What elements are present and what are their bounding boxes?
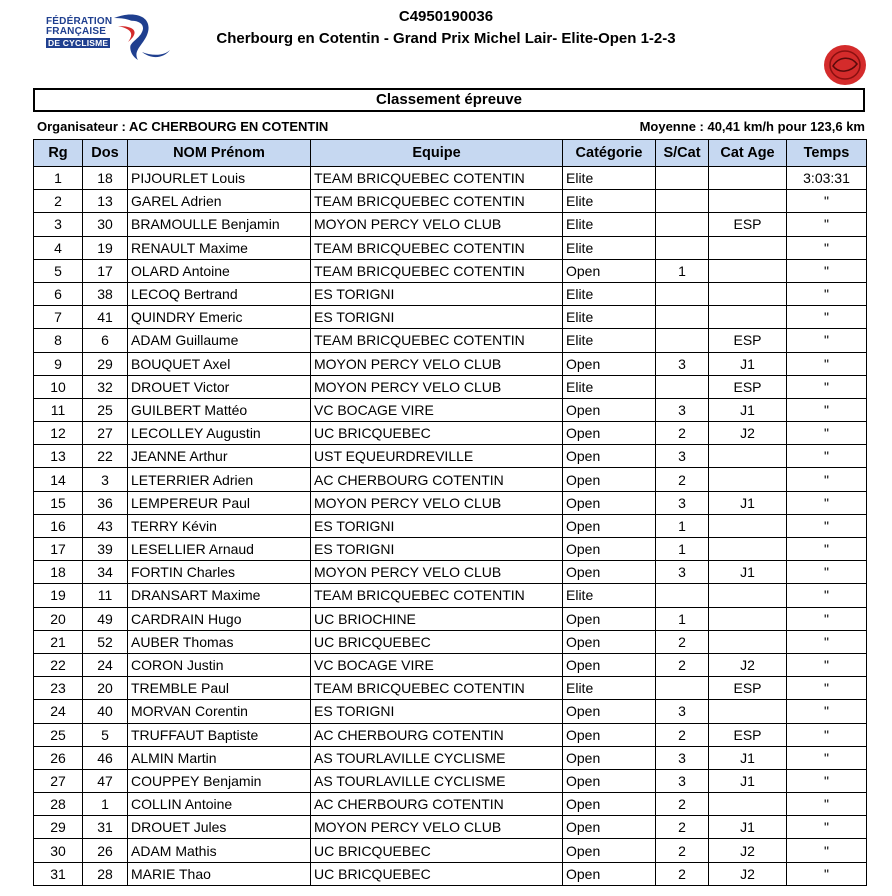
organisateur-label: Organisateur : AC CHERBOURG EN COTENTIN [37, 119, 329, 134]
subcat-cell [656, 306, 709, 329]
dossard-cell: 41 [83, 306, 128, 329]
team-cell: MOYON PERCY VELO CLUB [311, 491, 563, 514]
rank-cell: 1 [34, 167, 83, 190]
category-cell: Open [563, 514, 656, 537]
subcat-cell [656, 236, 709, 259]
subcat-cell: 3 [656, 352, 709, 375]
name-cell: OLARD Antoine [128, 259, 311, 282]
team-cell: ES TORIGNI [311, 514, 563, 537]
age-cat-cell: J1 [709, 491, 787, 514]
rank-cell: 6 [34, 282, 83, 305]
age-cat-cell: J1 [709, 746, 787, 769]
table-header-row [34, 140, 867, 167]
team-cell: ES TORIGNI [311, 538, 563, 561]
age-cat-cell [709, 445, 787, 468]
subcat-cell: 3 [656, 700, 709, 723]
dossard-cell: 5 [83, 723, 128, 746]
race-title: Cherbourg en Cotentin - Grand Prix Michel Lair- Elite-Open 1-2-3 [216, 30, 676, 47]
name-cell: LESELLIER Arnaud [128, 538, 311, 561]
age-cat-cell [709, 468, 787, 491]
rank-cell: 25 [34, 723, 83, 746]
age-cat-cell: ESP [709, 723, 787, 746]
time-cell: " [787, 607, 867, 630]
dossard-cell: 52 [83, 630, 128, 653]
classement-banner: Classement épreuve [33, 88, 865, 112]
dossard-cell: 31 [83, 816, 128, 839]
name-cell: BOUQUET Axel [128, 352, 311, 375]
time-cell: " [787, 561, 867, 584]
time-cell: " [787, 468, 867, 491]
category-cell: Open [563, 398, 656, 421]
rank-cell: 20 [34, 607, 83, 630]
time-cell: " [787, 630, 867, 653]
time-cell: " [787, 445, 867, 468]
time-cell: " [787, 839, 867, 862]
age-cat-cell [709, 607, 787, 630]
col-scat-header: S/Cat [656, 140, 709, 167]
time-cell: " [787, 398, 867, 421]
subcat-cell [656, 190, 709, 213]
dossard-cell: 29 [83, 352, 128, 375]
name-cell: DRANSART Maxime [128, 584, 311, 607]
time-cell: " [787, 259, 867, 282]
rank-cell: 27 [34, 769, 83, 792]
dossard-cell: 39 [83, 538, 128, 561]
rank-cell: 22 [34, 653, 83, 676]
table-row [34, 491, 867, 514]
rank-cell: 14 [34, 468, 83, 491]
rank-cell: 10 [34, 375, 83, 398]
time-cell: " [787, 491, 867, 514]
subcat-cell: 1 [656, 607, 709, 630]
time-cell: " [787, 213, 867, 236]
subcat-cell: 2 [656, 653, 709, 676]
time-cell: " [787, 769, 867, 792]
team-cell: UC BRICQUEBEC [311, 862, 563, 885]
category-cell: Elite [563, 282, 656, 305]
table-row [34, 816, 867, 839]
team-cell: MOYON PERCY VELO CLUB [311, 561, 563, 584]
time-cell: " [787, 746, 867, 769]
age-cat-cell: J1 [709, 561, 787, 584]
age-cat-cell [709, 306, 787, 329]
time-cell: " [787, 700, 867, 723]
time-cell: " [787, 352, 867, 375]
rank-cell: 12 [34, 422, 83, 445]
dossard-cell: 38 [83, 282, 128, 305]
name-cell: COLLIN Antoine [128, 793, 311, 816]
rank-cell: 15 [34, 491, 83, 514]
dossard-cell: 22 [83, 445, 128, 468]
table-row [34, 445, 867, 468]
rank-cell: 29 [34, 816, 83, 839]
name-cell: MARIE Thao [128, 862, 311, 885]
name-cell: ALMIN Martin [128, 746, 311, 769]
team-cell: ES TORIGNI [311, 282, 563, 305]
name-cell: LECOQ Bertrand [128, 282, 311, 305]
time-cell: " [787, 236, 867, 259]
age-cat-cell: J1 [709, 816, 787, 839]
dossard-cell: 43 [83, 514, 128, 537]
rank-cell: 23 [34, 677, 83, 700]
category-cell: Open [563, 352, 656, 375]
subcat-cell: 2 [656, 839, 709, 862]
age-cat-cell: J2 [709, 653, 787, 676]
age-cat-cell [709, 167, 787, 190]
age-cat-cell [709, 259, 787, 282]
subcat-cell: 2 [656, 816, 709, 839]
name-cell: QUINDRY Emeric [128, 306, 311, 329]
subcat-cell [656, 213, 709, 236]
dossard-cell: 17 [83, 259, 128, 282]
team-cell: MOYON PERCY VELO CLUB [311, 213, 563, 236]
category-cell: Elite [563, 190, 656, 213]
category-cell: Open [563, 839, 656, 862]
logo-line-2: FRANÇAISE [46, 26, 107, 37]
table-row [34, 329, 867, 352]
team-cell: VC BOCAGE VIRE [311, 653, 563, 676]
subcat-cell: 3 [656, 491, 709, 514]
table-row [34, 653, 867, 676]
table-row [34, 839, 867, 862]
age-cat-cell: ESP [709, 329, 787, 352]
age-cat-cell: J1 [709, 398, 787, 421]
moyenne-label: Moyenne : 40,41 km/h pour 123,6 km [639, 119, 865, 134]
time-cell: 3:03:31 [787, 167, 867, 190]
dossard-cell: 46 [83, 746, 128, 769]
time-cell: " [787, 793, 867, 816]
dossard-cell: 18 [83, 167, 128, 190]
table-row [34, 793, 867, 816]
name-cell: GUILBERT Mattéo [128, 398, 311, 421]
rank-cell: 31 [34, 862, 83, 885]
age-cat-cell [709, 700, 787, 723]
age-cat-cell [709, 514, 787, 537]
table-row [34, 236, 867, 259]
subcat-cell [656, 375, 709, 398]
team-cell: AS TOURLAVILLE CYCLISME [311, 746, 563, 769]
rank-cell: 4 [34, 236, 83, 259]
table-row [34, 538, 867, 561]
team-cell: AC CHERBOURG COTENTIN [311, 468, 563, 491]
category-cell: Open [563, 769, 656, 792]
team-cell: UST EQUEURDREVILLE [311, 445, 563, 468]
category-cell: Elite [563, 584, 656, 607]
category-cell: Open [563, 561, 656, 584]
time-cell: " [787, 816, 867, 839]
category-cell: Elite [563, 236, 656, 259]
category-cell: Open [563, 259, 656, 282]
rank-cell: 18 [34, 561, 83, 584]
name-cell: COUPPEY Benjamin [128, 769, 311, 792]
logo-line-3: DE CYCLISME [48, 38, 109, 48]
table-row [34, 352, 867, 375]
club-logo-icon [823, 44, 867, 86]
age-cat-cell [709, 282, 787, 305]
col-categorie-header: Catégorie [563, 140, 656, 167]
name-cell: JEANNE Arthur [128, 445, 311, 468]
category-cell: Elite [563, 375, 656, 398]
age-cat-cell [709, 630, 787, 653]
category-cell: Elite [563, 306, 656, 329]
age-cat-cell: J2 [709, 862, 787, 885]
name-cell: CARDRAIN Hugo [128, 607, 311, 630]
table-row [34, 306, 867, 329]
team-cell: UC BRICQUEBEC [311, 839, 563, 862]
table-row [34, 607, 867, 630]
rank-cell: 26 [34, 746, 83, 769]
team-cell: AS TOURLAVILLE CYCLISME [311, 769, 563, 792]
time-cell: " [787, 538, 867, 561]
col-nom-header: NOM Prénom [128, 140, 311, 167]
table-row [34, 259, 867, 282]
subcat-cell: 1 [656, 514, 709, 537]
rank-cell: 30 [34, 839, 83, 862]
time-cell: " [787, 282, 867, 305]
category-cell: Elite [563, 329, 656, 352]
time-cell: " [787, 422, 867, 445]
team-cell: AC CHERBOURG COTENTIN [311, 723, 563, 746]
dossard-cell: 3 [83, 468, 128, 491]
dossard-cell: 1 [83, 793, 128, 816]
subcat-cell: 1 [656, 259, 709, 282]
age-cat-cell [709, 190, 787, 213]
subcat-cell: 3 [656, 769, 709, 792]
name-cell: TRUFFAUT Baptiste [128, 723, 311, 746]
subcat-cell [656, 584, 709, 607]
rank-cell: 13 [34, 445, 83, 468]
table-row [34, 514, 867, 537]
category-cell: Open [563, 468, 656, 491]
age-cat-cell: J2 [709, 839, 787, 862]
category-cell: Open [563, 746, 656, 769]
time-cell: " [787, 190, 867, 213]
category-cell: Open [563, 816, 656, 839]
team-cell: TEAM BRICQUEBEC COTENTIN [311, 259, 563, 282]
rank-cell: 2 [34, 190, 83, 213]
category-cell: Open [563, 630, 656, 653]
col-rg-header: Rg [34, 140, 83, 167]
subcat-cell: 2 [656, 862, 709, 885]
table-row [34, 375, 867, 398]
table-row [34, 561, 867, 584]
dossard-cell: 36 [83, 491, 128, 514]
rank-cell: 3 [34, 213, 83, 236]
name-cell: ADAM Mathis [128, 839, 311, 862]
category-cell: Open [563, 422, 656, 445]
col-temps-header: Temps [787, 140, 867, 167]
team-cell: TEAM BRICQUEBEC COTENTIN [311, 236, 563, 259]
name-cell: CORON Justin [128, 653, 311, 676]
col-dos-header: Dos [83, 140, 128, 167]
name-cell: BRAMOULLE Benjamin [128, 213, 311, 236]
dossard-cell: 13 [83, 190, 128, 213]
rank-cell: 9 [34, 352, 83, 375]
table-row [34, 213, 867, 236]
rank-cell: 21 [34, 630, 83, 653]
age-cat-cell: J2 [709, 422, 787, 445]
results-body [34, 167, 867, 886]
dossard-cell: 47 [83, 769, 128, 792]
table-row [34, 167, 867, 190]
team-cell: UC BRICQUEBEC [311, 422, 563, 445]
team-cell: TEAM BRICQUEBEC COTENTIN [311, 190, 563, 213]
rank-cell: 16 [34, 514, 83, 537]
team-cell: MOYON PERCY VELO CLUB [311, 816, 563, 839]
rank-cell: 24 [34, 700, 83, 723]
table-row [34, 746, 867, 769]
dossard-cell: 19 [83, 236, 128, 259]
category-cell: Open [563, 491, 656, 514]
table-row [34, 282, 867, 305]
age-cat-cell: ESP [709, 213, 787, 236]
age-cat-cell: ESP [709, 375, 787, 398]
dossard-cell: 40 [83, 700, 128, 723]
age-cat-cell [709, 236, 787, 259]
team-cell: TEAM BRICQUEBEC COTENTIN [311, 329, 563, 352]
name-cell: AUBER Thomas [128, 630, 311, 653]
team-cell: TEAM BRICQUEBEC COTENTIN [311, 167, 563, 190]
category-cell: Open [563, 445, 656, 468]
race-code: C4950190036 [398, 8, 494, 25]
team-cell: UC BRIOCHINE [311, 607, 563, 630]
dossard-cell: 49 [83, 607, 128, 630]
dossard-cell: 27 [83, 422, 128, 445]
category-cell: Open [563, 607, 656, 630]
team-cell: ES TORIGNI [311, 700, 563, 723]
name-cell: RENAULT Maxime [128, 236, 311, 259]
subcat-cell: 2 [656, 793, 709, 816]
time-cell: " [787, 514, 867, 537]
category-cell: Elite [563, 677, 656, 700]
subcat-cell [656, 282, 709, 305]
table-row [34, 630, 867, 653]
table-row [34, 584, 867, 607]
dossard-cell: 26 [83, 839, 128, 862]
rank-cell: 19 [34, 584, 83, 607]
name-cell: LEMPEREUR Paul [128, 491, 311, 514]
table-row [34, 677, 867, 700]
category-cell: Open [563, 862, 656, 885]
table-row [34, 769, 867, 792]
category-cell: Elite [563, 213, 656, 236]
category-cell: Elite [563, 167, 656, 190]
table-row [34, 398, 867, 421]
time-cell: " [787, 584, 867, 607]
logo-line-1: FÉDÉRATION [46, 16, 113, 27]
team-cell: AC CHERBOURG COTENTIN [311, 793, 563, 816]
rank-cell: 28 [34, 793, 83, 816]
subcat-cell: 3 [656, 561, 709, 584]
dossard-cell: 28 [83, 862, 128, 885]
subcat-cell: 2 [656, 422, 709, 445]
dossard-cell: 24 [83, 653, 128, 676]
dossard-cell: 30 [83, 213, 128, 236]
subcat-cell: 2 [656, 723, 709, 746]
name-cell: ADAM Guillaume [128, 329, 311, 352]
time-cell: " [787, 329, 867, 352]
subcat-cell: 2 [656, 468, 709, 491]
category-cell: Open [563, 793, 656, 816]
subcat-cell: 3 [656, 746, 709, 769]
subcat-cell: 1 [656, 538, 709, 561]
subcat-cell: 3 [656, 445, 709, 468]
team-cell: TEAM BRICQUEBEC COTENTIN [311, 584, 563, 607]
name-cell: LECOLLEY Augustin [128, 422, 311, 445]
table-row [34, 723, 867, 746]
team-cell: MOYON PERCY VELO CLUB [311, 375, 563, 398]
name-cell: LETERRIER Adrien [128, 468, 311, 491]
name-cell: DROUET Jules [128, 816, 311, 839]
time-cell: " [787, 677, 867, 700]
subcat-cell: 3 [656, 398, 709, 421]
name-cell: TREMBLE Paul [128, 677, 311, 700]
age-cat-cell [709, 538, 787, 561]
dossard-cell: 6 [83, 329, 128, 352]
rank-cell: 11 [34, 398, 83, 421]
table-row [34, 190, 867, 213]
age-cat-cell [709, 584, 787, 607]
name-cell: GAREL Adrien [128, 190, 311, 213]
age-cat-cell [709, 793, 787, 816]
dossard-cell: 20 [83, 677, 128, 700]
results-table [33, 139, 867, 886]
dossard-cell: 11 [83, 584, 128, 607]
subcat-cell: 2 [656, 630, 709, 653]
category-cell: Open [563, 723, 656, 746]
dossard-cell: 25 [83, 398, 128, 421]
col-catage-header: Cat Age [709, 140, 787, 167]
dossard-cell: 34 [83, 561, 128, 584]
subcat-cell [656, 329, 709, 352]
rank-cell: 7 [34, 306, 83, 329]
age-cat-cell: J1 [709, 769, 787, 792]
time-cell: " [787, 306, 867, 329]
team-cell: MOYON PERCY VELO CLUB [311, 352, 563, 375]
time-cell: " [787, 653, 867, 676]
name-cell: TERRY Kévin [128, 514, 311, 537]
subcat-cell [656, 167, 709, 190]
category-cell: Open [563, 700, 656, 723]
table-row [34, 468, 867, 491]
name-cell: DROUET Victor [128, 375, 311, 398]
team-cell: UC BRICQUEBEC [311, 630, 563, 653]
time-cell: " [787, 723, 867, 746]
rank-cell: 17 [34, 538, 83, 561]
col-equipe-header: Equipe [311, 140, 563, 167]
age-cat-cell: ESP [709, 677, 787, 700]
name-cell: MORVAN Corentin [128, 700, 311, 723]
category-cell: Open [563, 653, 656, 676]
rank-cell: 5 [34, 259, 83, 282]
subcat-cell [656, 677, 709, 700]
rank-cell: 8 [34, 329, 83, 352]
table-row [34, 862, 867, 885]
dossard-cell: 32 [83, 375, 128, 398]
name-cell: FORTIN Charles [128, 561, 311, 584]
team-cell: VC BOCAGE VIRE [311, 398, 563, 421]
name-cell: PIJOURLET Louis [128, 167, 311, 190]
time-cell: " [787, 862, 867, 885]
team-cell: ES TORIGNI [311, 306, 563, 329]
age-cat-cell: J1 [709, 352, 787, 375]
time-cell: " [787, 375, 867, 398]
table-row [34, 700, 867, 723]
table-row [34, 422, 867, 445]
category-cell: Open [563, 538, 656, 561]
team-cell: TEAM BRICQUEBEC COTENTIN [311, 677, 563, 700]
